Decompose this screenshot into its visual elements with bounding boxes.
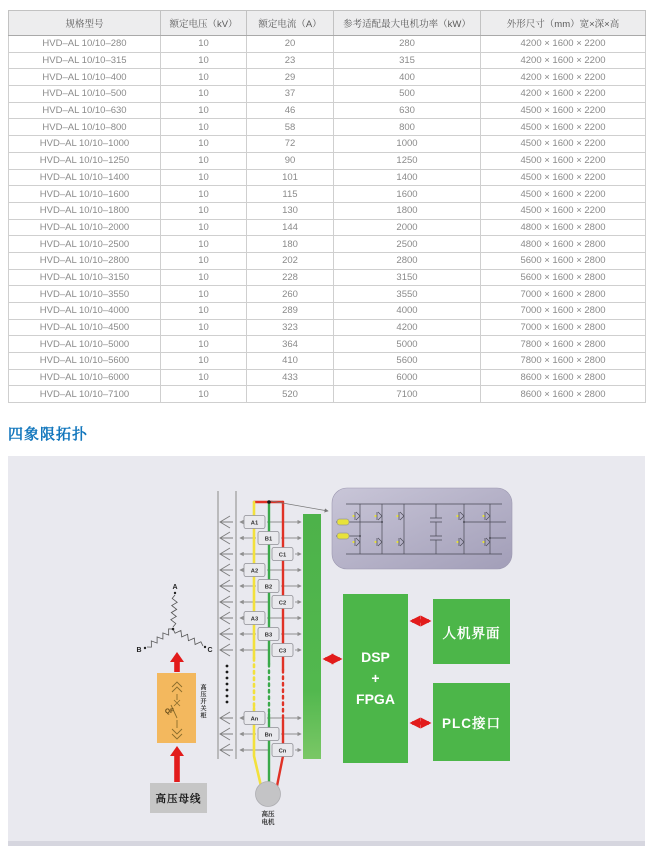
table-row bbox=[9, 152, 646, 169]
table-cell: 10 bbox=[161, 336, 247, 353]
table-cell: 90 bbox=[247, 152, 334, 169]
table-cell: 72 bbox=[247, 136, 334, 153]
spec-table-body bbox=[9, 36, 646, 403]
table-cell: 2800 bbox=[334, 252, 481, 269]
table-row bbox=[9, 69, 646, 86]
table-cell: 4200 × 1600 × 2200 bbox=[481, 86, 646, 103]
table-cell: 10 bbox=[161, 303, 247, 320]
motor-label-line1: 高压 bbox=[261, 811, 275, 819]
table-cell: 10 bbox=[161, 86, 247, 103]
table-cell: HVD–AL 10/10–4500 bbox=[9, 319, 161, 336]
power-cell-label: An bbox=[250, 716, 259, 723]
table-row bbox=[9, 186, 646, 203]
topology-diagram bbox=[8, 456, 645, 846]
table-cell: 144 bbox=[247, 219, 334, 236]
table-cell: 5600 × 1600 × 2800 bbox=[481, 269, 646, 286]
table-cell: 37 bbox=[247, 86, 334, 103]
power-cell bbox=[258, 532, 279, 545]
dsp-line2: + bbox=[371, 670, 380, 687]
table-cell: 10 bbox=[161, 52, 247, 69]
table-row bbox=[9, 102, 646, 119]
table-row bbox=[9, 353, 646, 370]
header-row bbox=[9, 11, 646, 36]
table-cell: 10 bbox=[161, 252, 247, 269]
table-cell: HVD–AL 10/10–6000 bbox=[9, 369, 161, 386]
table-cell: 10 bbox=[161, 186, 247, 203]
output-bus-bar bbox=[303, 514, 321, 759]
table-cell: 5600 bbox=[334, 353, 481, 370]
table-cell: 4200 × 1600 × 2200 bbox=[481, 52, 646, 69]
table-cell: 3150 bbox=[334, 269, 481, 286]
table-cell: 180 bbox=[247, 236, 334, 253]
hv-motor bbox=[256, 782, 281, 827]
table-cell: HVD–AL 10/10–1000 bbox=[9, 136, 161, 153]
table-cell: 10 bbox=[161, 369, 247, 386]
table-row bbox=[9, 86, 646, 103]
table-cell: HVD–AL 10/10–2800 bbox=[9, 252, 161, 269]
star-winding bbox=[136, 584, 212, 654]
table-cell: 228 bbox=[247, 269, 334, 286]
table-cell: 6000 bbox=[334, 369, 481, 386]
table-cell: 5000 bbox=[334, 336, 481, 353]
hv-busbar-box: 高压母线 bbox=[150, 783, 207, 813]
table-cell: 4500 × 1600 × 2200 bbox=[481, 152, 646, 169]
inset-pointer-line bbox=[271, 501, 328, 511]
power-cell bbox=[244, 516, 265, 529]
table-cell: 4500 × 1600 × 2200 bbox=[481, 186, 646, 203]
table-cell: 10 bbox=[161, 219, 247, 236]
table-cell: 1600 bbox=[334, 186, 481, 203]
switchgear-vertical-label: 高压开关柜 bbox=[199, 684, 205, 720]
table-cell: 4800 × 1600 × 2800 bbox=[481, 219, 646, 236]
table-cell: 2500 bbox=[334, 236, 481, 253]
power-cell-label: A2 bbox=[250, 568, 259, 575]
table-cell: 260 bbox=[247, 286, 334, 303]
table-cell: 2000 bbox=[334, 219, 481, 236]
table-row bbox=[9, 252, 646, 269]
table-cell: 4000 bbox=[334, 303, 481, 320]
table-cell: 4800 × 1600 × 2800 bbox=[481, 236, 646, 253]
table-cell: 280 bbox=[334, 36, 481, 53]
power-cell bbox=[244, 712, 265, 725]
power-cell bbox=[244, 564, 265, 577]
power-cell bbox=[272, 548, 293, 561]
plc-interface-box: PLC接口 bbox=[433, 683, 510, 761]
table-cell: HVD–AL 10/10–2000 bbox=[9, 219, 161, 236]
column-header-motorpower: 参考适配最大电机功率（kW） bbox=[334, 11, 481, 36]
table-cell: HVD–AL 10/10–800 bbox=[9, 119, 161, 136]
table-cell: 4500 × 1600 × 2200 bbox=[481, 169, 646, 186]
table-row bbox=[9, 269, 646, 286]
table-cell: 10 bbox=[161, 353, 247, 370]
dsp-fpga-box bbox=[343, 594, 408, 763]
power-cell-label: A1 bbox=[250, 520, 259, 527]
table-cell: 10 bbox=[161, 386, 247, 403]
table-cell: 4500 × 1600 × 2200 bbox=[481, 202, 646, 219]
table-row bbox=[9, 136, 646, 153]
table-cell: 10 bbox=[161, 169, 247, 186]
table-cell: 7000 × 1600 × 2800 bbox=[481, 303, 646, 320]
table-row bbox=[9, 219, 646, 236]
power-cell bbox=[244, 612, 265, 625]
table-cell: 630 bbox=[334, 102, 481, 119]
table-cell: 115 bbox=[247, 186, 334, 203]
phase-label-b: B bbox=[136, 647, 142, 655]
table-cell: HVD–AL 10/10–280 bbox=[9, 36, 161, 53]
table-cell: HVD–AL 10/10–5600 bbox=[9, 353, 161, 370]
table-row bbox=[9, 336, 646, 353]
power-cell-label: C2 bbox=[278, 600, 287, 607]
spec-table bbox=[8, 10, 646, 403]
table-row bbox=[9, 369, 646, 386]
table-row bbox=[9, 236, 646, 253]
table-cell: 1250 bbox=[334, 152, 481, 169]
qf-breaker-box bbox=[157, 673, 196, 743]
table-cell: 10 bbox=[161, 319, 247, 336]
table-row bbox=[9, 319, 646, 336]
table-cell: HVD–AL 10/10–2500 bbox=[9, 236, 161, 253]
power-cell-label: B2 bbox=[264, 584, 273, 591]
power-cell bbox=[258, 580, 279, 593]
table-cell: 23 bbox=[247, 52, 334, 69]
table-row bbox=[9, 202, 646, 219]
column-header-current: 额定电流（A） bbox=[247, 11, 334, 36]
table-cell: 364 bbox=[247, 336, 334, 353]
table-row bbox=[9, 119, 646, 136]
table-cell: 8600 × 1600 × 2800 bbox=[481, 386, 646, 403]
table-cell: HVD–AL 10/10–315 bbox=[9, 52, 161, 69]
table-row bbox=[9, 169, 646, 186]
power-cell-label: A3 bbox=[250, 616, 259, 623]
spec-table-header bbox=[9, 11, 646, 36]
table-cell: 1400 bbox=[334, 169, 481, 186]
table-cell: HVD–AL 10/10–7100 bbox=[9, 386, 161, 403]
table-cell: HVD–AL 10/10–500 bbox=[9, 86, 161, 103]
table-cell: 10 bbox=[161, 136, 247, 153]
table-cell: 1000 bbox=[334, 136, 481, 153]
table-cell: 7800 × 1600 × 2800 bbox=[481, 353, 646, 370]
hmi-box: 人机界面 bbox=[433, 599, 510, 664]
power-cell bbox=[258, 628, 279, 641]
table-cell: 202 bbox=[247, 252, 334, 269]
table-cell: 500 bbox=[334, 86, 481, 103]
table-cell: HVD–AL 10/10–1400 bbox=[9, 169, 161, 186]
table-cell: 130 bbox=[247, 202, 334, 219]
table-cell: 10 bbox=[161, 269, 247, 286]
phase-label-a: A bbox=[172, 584, 178, 592]
column-header-model: 规格型号 bbox=[9, 11, 161, 36]
table-cell: 10 bbox=[161, 152, 247, 169]
table-row bbox=[9, 286, 646, 303]
power-cell bbox=[272, 644, 293, 657]
table-cell: 10 bbox=[161, 119, 247, 136]
table-cell: 800 bbox=[334, 119, 481, 136]
table-cell: 10 bbox=[161, 202, 247, 219]
power-cell-label: Cn bbox=[278, 748, 287, 755]
table-row bbox=[9, 52, 646, 69]
power-cell bbox=[272, 744, 293, 757]
power-cell-label: Bn bbox=[264, 732, 273, 739]
table-cell: 10 bbox=[161, 69, 247, 86]
table-cell: 410 bbox=[247, 353, 334, 370]
table-cell: 4500 × 1600 × 2200 bbox=[481, 102, 646, 119]
table-cell: 7100 bbox=[334, 386, 481, 403]
table-cell: 520 bbox=[247, 386, 334, 403]
table-cell: HVD–AL 10/10–4000 bbox=[9, 303, 161, 320]
power-cell bbox=[272, 596, 293, 609]
table-cell: 10 bbox=[161, 102, 247, 119]
table-cell: HVD–AL 10/10–3550 bbox=[9, 286, 161, 303]
table-cell: 400 bbox=[334, 69, 481, 86]
table-cell: 46 bbox=[247, 102, 334, 119]
table-cell: 8600 × 1600 × 2800 bbox=[481, 369, 646, 386]
table-cell: 4500 × 1600 × 2200 bbox=[481, 136, 646, 153]
table-cell: 433 bbox=[247, 369, 334, 386]
table-cell: 29 bbox=[247, 69, 334, 86]
phase-label-c: C bbox=[207, 647, 213, 655]
power-cell-label: C3 bbox=[278, 648, 287, 655]
table-row bbox=[9, 36, 646, 53]
table-cell: 7000 × 1600 × 2800 bbox=[481, 286, 646, 303]
table-cell: 10 bbox=[161, 286, 247, 303]
table-cell: 3550 bbox=[334, 286, 481, 303]
table-cell: HVD–AL 10/10–5000 bbox=[9, 336, 161, 353]
table-cell: 4200 × 1600 × 2200 bbox=[481, 36, 646, 53]
table-cell: 315 bbox=[334, 52, 481, 69]
qf-label: QF bbox=[165, 708, 175, 716]
table-cell: 10 bbox=[161, 36, 247, 53]
power-cell-label: C1 bbox=[278, 552, 287, 559]
column-header-dimensions: 外形尺寸（mm）宽×深×高 bbox=[481, 11, 646, 36]
table-cell: HVD–AL 10/10–630 bbox=[9, 102, 161, 119]
power-cell-label: B1 bbox=[264, 536, 273, 543]
secondary-winding-icons bbox=[220, 516, 233, 756]
motor-label-line2: 电机 bbox=[261, 819, 275, 827]
power-cell bbox=[258, 728, 279, 741]
diagram-artwork bbox=[8, 456, 645, 841]
table-cell: 289 bbox=[247, 303, 334, 320]
table-cell: 10 bbox=[161, 236, 247, 253]
table-cell: 5600 × 1600 × 2800 bbox=[481, 252, 646, 269]
table-cell: 4500 × 1600 × 2200 bbox=[481, 119, 646, 136]
table-cell: 7800 × 1600 × 2800 bbox=[481, 336, 646, 353]
table-cell: 101 bbox=[247, 169, 334, 186]
table-cell: 7000 × 1600 × 2800 bbox=[481, 319, 646, 336]
table-cell: HVD–AL 10/10–1600 bbox=[9, 186, 161, 203]
table-cell: 323 bbox=[247, 319, 334, 336]
dsp-line3: FPGA bbox=[356, 691, 395, 708]
table-cell: HVD–AL 10/10–3150 bbox=[9, 269, 161, 286]
power-cell-label: B3 bbox=[264, 632, 273, 639]
table-cell: HVD–AL 10/10–1800 bbox=[9, 202, 161, 219]
table-cell: 4200 bbox=[334, 319, 481, 336]
ellipsis-dots bbox=[226, 665, 229, 704]
table-cell: HVD–AL 10/10–1250 bbox=[9, 152, 161, 169]
section-title: 四象限拓扑 bbox=[8, 426, 89, 444]
table-cell: HVD–AL 10/10–400 bbox=[9, 69, 161, 86]
dsp-line1: DSP bbox=[361, 649, 390, 666]
table-row bbox=[9, 386, 646, 403]
table-cell: 58 bbox=[247, 119, 334, 136]
column-header-voltage: 额定电压（kV） bbox=[161, 11, 247, 36]
table-cell: 20 bbox=[247, 36, 334, 53]
cell-schematic-inset bbox=[332, 488, 512, 569]
table-cell: 4200 × 1600 × 2200 bbox=[481, 69, 646, 86]
table-cell: 1800 bbox=[334, 202, 481, 219]
table-row bbox=[9, 303, 646, 320]
